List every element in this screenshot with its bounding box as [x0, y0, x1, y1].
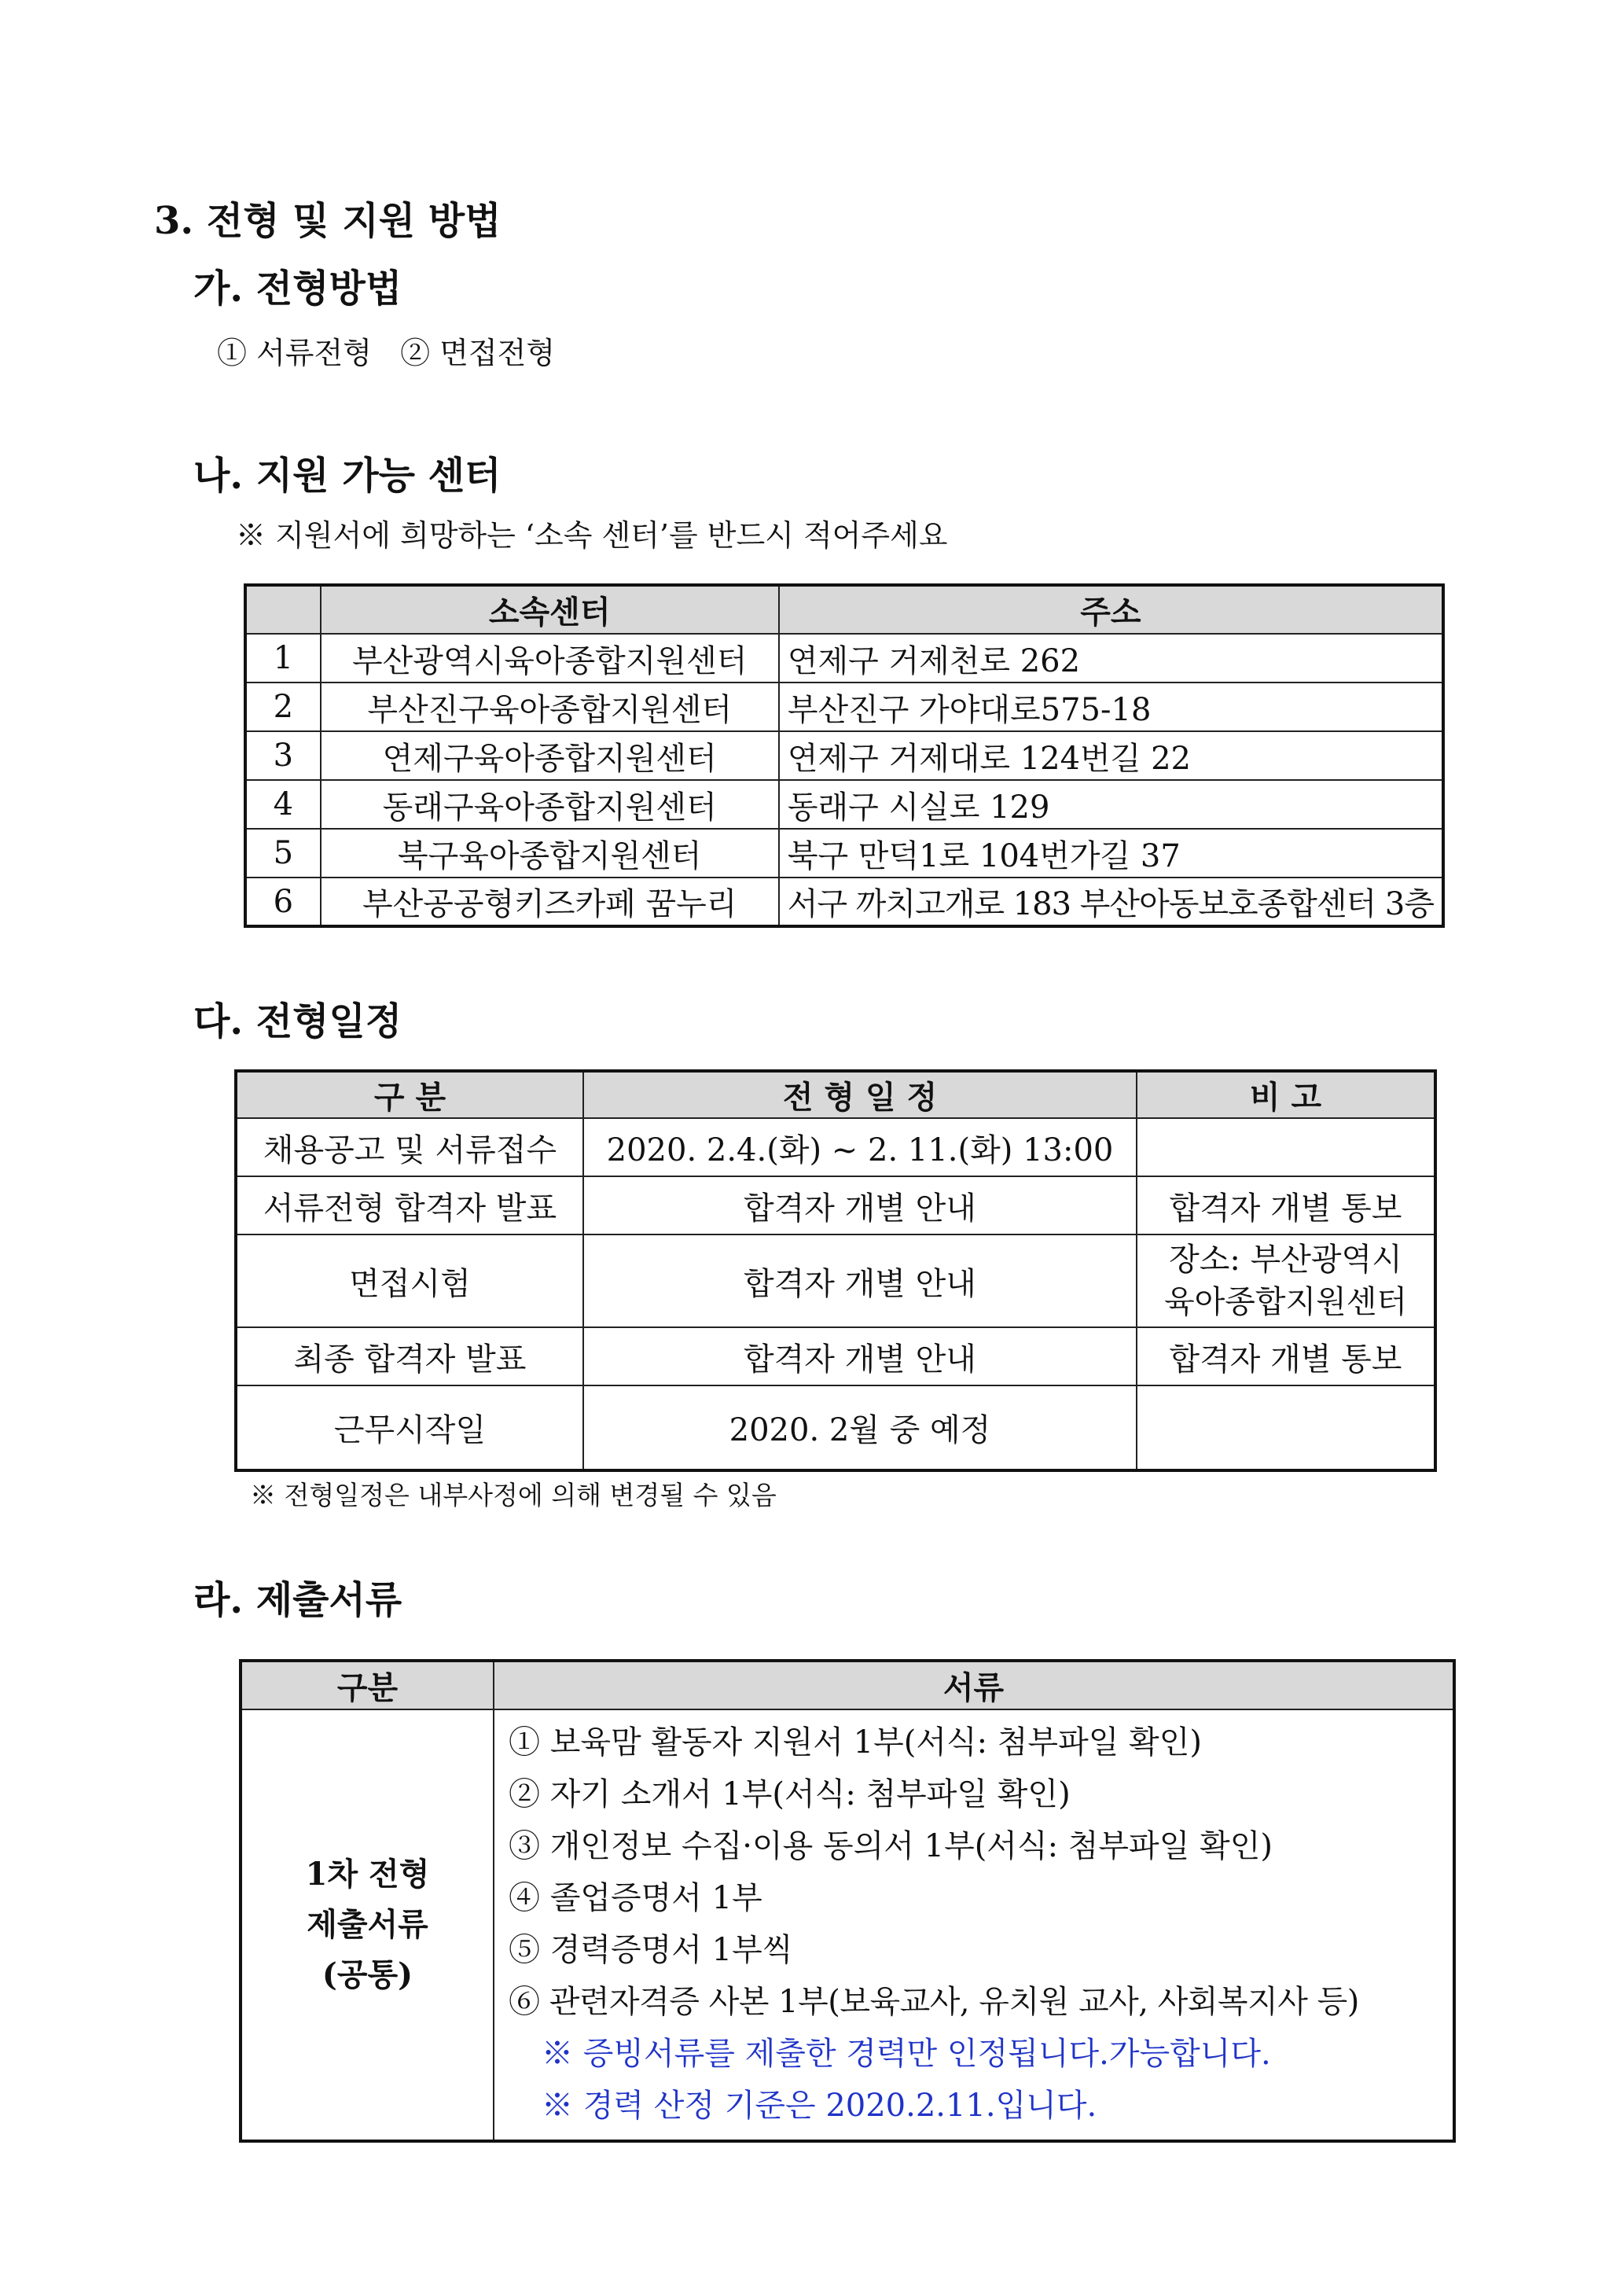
table-row: [245, 634, 1443, 683]
center-name: 부산공공형키즈카페 꿈누리: [321, 878, 779, 926]
center-address: 부산진구 가야대로575-18: [779, 683, 1443, 731]
schedule-date: 합격자 개별 안내: [583, 1234, 1137, 1327]
table-row: [236, 1176, 1435, 1234]
list-item: ⑥ 관련자격증 사본 1부(보육교사, 유치원 교사, 사회복지사 등): [509, 1984, 1359, 2020]
documents-note: ※ 증빙서류를 제출한 경력만 인정됩니다.가능합니다.: [542, 2036, 1271, 2072]
table-row: [236, 1385, 1435, 1470]
documents-table: [239, 1659, 1456, 2143]
center-name: 북구육아종합지원센터: [321, 829, 779, 878]
table-header: 비 고: [1137, 1071, 1435, 1118]
center-name: 연제구육아종합지원센터: [321, 731, 779, 780]
remark-line: 장소: 부산광역시: [1169, 1242, 1402, 1278]
center-address: 연제구 거제천로 262: [779, 634, 1443, 683]
center-name: 부산광역시육아종합지원센터: [321, 634, 779, 683]
documents-category: [241, 1709, 494, 2141]
subsection-title-ra: 라. 제출서류: [193, 1578, 402, 1622]
center-address: 서구 까치고개로 183 부산아동보호종합센터 3층: [779, 878, 1443, 926]
schedule-remark: [1137, 1385, 1435, 1470]
table-row: [245, 780, 1443, 829]
category-line: 제출서류: [307, 1906, 428, 1943]
schedule-table: [234, 1069, 1437, 1472]
table-header: 서류: [494, 1661, 1454, 1709]
category-line: 1차 전형: [305, 1856, 430, 1893]
documents-list: [494, 1709, 1454, 2141]
table-row: [236, 1118, 1435, 1176]
schedule-remark: [1137, 1234, 1435, 1327]
schedule-category: 근무시작일: [236, 1385, 583, 1470]
list-item: ② 자기 소개서 1부(서식: 첨부파일 확인): [509, 1776, 1071, 1812]
selection-methods: ① 서류전형 ② 면접전형: [217, 336, 556, 370]
list-item: ④ 졸업증명서 1부: [509, 1880, 762, 1916]
subsection-title-na: 나. 지원 가능 센터: [193, 454, 502, 498]
row-number: 4: [245, 780, 321, 829]
schedule-category: 채용공고 및 서류접수: [236, 1118, 583, 1176]
table-row: [245, 878, 1443, 926]
list-item: ③ 개인정보 수집·이용 동의서 1부(서식: 첨부파일 확인): [509, 1828, 1273, 1864]
schedule-date: 2020. 2.4.(화) ~ 2. 11.(화) 13:00: [583, 1118, 1137, 1176]
table-header: 소속센터: [321, 585, 779, 634]
subsection-title-ga: 가. 전형방법: [193, 267, 402, 311]
category-line: (공통): [321, 1956, 413, 1993]
list-item: ① 보육맘 활동자 지원서 1부(서식: 첨부파일 확인): [509, 1724, 1202, 1761]
center-address: 북구 만덕1로 104번가길 37: [779, 829, 1443, 878]
table-header: 전 형 일 정: [583, 1071, 1137, 1118]
row-number: 1: [245, 634, 321, 683]
row-number: 6: [245, 878, 321, 926]
schedule-remark: 합격자 개별 통보: [1137, 1327, 1435, 1385]
table-header: 구 분: [236, 1071, 583, 1118]
schedule-category: 최종 합격자 발표: [236, 1327, 583, 1385]
table-row: [245, 829, 1443, 878]
subsection-title-da: 다. 전형일정: [193, 999, 402, 1043]
schedule-date: 합격자 개별 안내: [583, 1176, 1137, 1234]
documents-note: ※ 경력 산정 기준은 2020.2.11.입니다.: [542, 2088, 1097, 2124]
center-address: 동래구 시실로 129: [779, 780, 1443, 829]
remark-line: 육아종합지원센터: [1163, 1284, 1408, 1320]
schedule-category: 면접시험: [236, 1234, 583, 1327]
schedule-category: 서류전형 합격자 발표: [236, 1176, 583, 1234]
schedule-date: 2020. 2월 중 예정: [583, 1385, 1137, 1470]
table-header: 주소: [779, 585, 1443, 634]
row-number: 3: [245, 731, 321, 780]
row-number: 5: [245, 829, 321, 878]
schedule-date: 합격자 개별 안내: [583, 1327, 1137, 1385]
center-name: 부산진구육아종합지원센터: [321, 683, 779, 731]
center-address: 연제구 거제대로 124번길 22: [779, 731, 1443, 780]
section-title: 3. 전형 및 지원 방법: [154, 199, 502, 243]
schedule-note: ※ 전형일정은 내부사정에 의해 변경될 수 있음: [250, 1480, 777, 1510]
table-row: [241, 1709, 1454, 2141]
center-note: ※ 지원서에 희망하는 ‘소속 센터’를 반드시 적어주세요: [236, 518, 948, 553]
schedule-remark: [1137, 1118, 1435, 1176]
center-name: 동래구육아종합지원센터: [321, 780, 779, 829]
table-header: 구분: [241, 1661, 494, 1709]
table-row: [245, 683, 1443, 731]
table-row: [236, 1327, 1435, 1385]
table-row: [245, 731, 1443, 780]
center-table: [244, 583, 1445, 928]
table-row: [236, 1234, 1435, 1327]
row-number: 2: [245, 683, 321, 731]
table-header: [245, 585, 321, 634]
schedule-remark: 합격자 개별 통보: [1137, 1176, 1435, 1234]
list-item: ⑤ 경력증명서 1부씩: [509, 1932, 793, 1968]
